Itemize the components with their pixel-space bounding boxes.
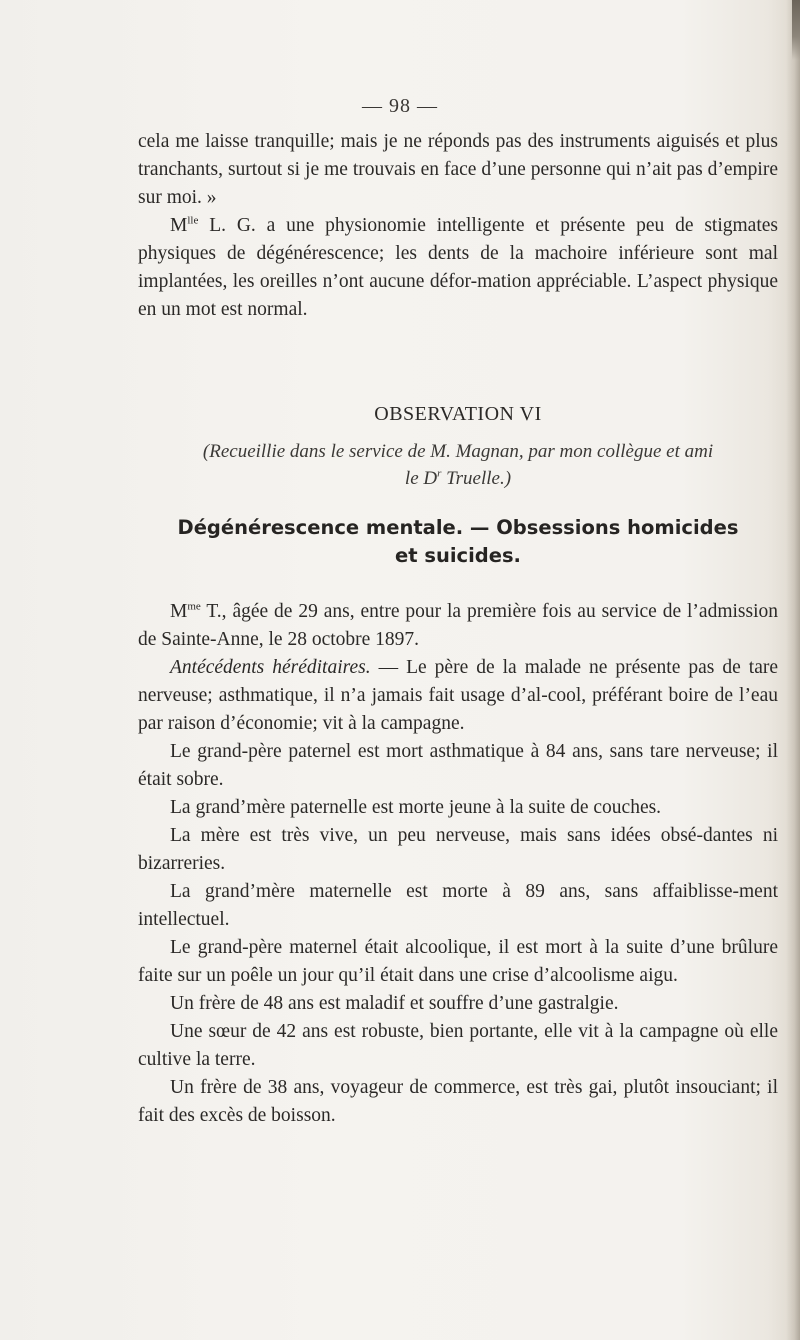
body-paragraph: La mère est très vive, un peu nerveuse, mais sans idées obsé-dantes ni bizarreries.	[138, 825, 778, 874]
intro-paragraph: cela me laisse tranquille; mais je ne réponds pas des instruments aiguisés et plus tranchants, surtout si je me trouvais en face d’une personne qui n’ait pas d’empire sur moi. »	[138, 131, 778, 208]
body-paragraph: La grand’mère paternelle est morte jeune à la suite de couches.	[170, 797, 662, 818]
antecedents-text: — Le père de la malade ne présente pas de tare nerveuse; asthmatique, il n’a jamais fait usage d’al-cool, préférant boire de l’eau par raison d’économie; vit à la campagne.	[138, 657, 778, 734]
mme-prefix: M	[170, 601, 188, 622]
page-edge-shadow	[786, 0, 800, 1340]
body-paragraph: Une sœur de 42 ans est robuste, bien portante, elle vit à la campagne où elle cultive la terre.	[138, 1021, 778, 1070]
mme-text: T., âgée de 29 ans, entre pour la première fois au service de l’admission de Sainte-Anne, le 28 octobre 1897.	[138, 601, 778, 650]
observation-subtitle	[150, 438, 766, 492]
section-heading-line2: et suicides.	[395, 544, 521, 567]
intro-block	[138, 128, 778, 324]
observation-body	[138, 598, 778, 1130]
subtitle-dr-sup: r	[437, 467, 442, 480]
body-paragraph: Un frère de 38 ans, voyageur de commerce, est très gai, plutôt insouciant; il fait des excès de boisson.	[138, 1077, 778, 1126]
section-heading-line1: Dégénérescence mentale. — Obsessions homicides	[177, 516, 739, 539]
observation-subtitle-line2	[150, 465, 766, 492]
page-edge-mark	[792, 0, 800, 60]
mlle-sup: lle	[187, 214, 199, 227]
page-number: — 98 —	[362, 95, 438, 117]
mlle-paragraph	[138, 212, 778, 324]
mlle-text: L. G. a une physionomie intelligente et présente peu de stigmates physiques de dégénérescence; les dents de la machoire inférieure sont mal implantées, les oreilles n’ont aucune défor-mation appréciable. L’aspect physique en un mot est normal.	[138, 215, 778, 320]
observation-title: OBSERVATION VI	[374, 403, 542, 425]
observation-subtitle-line1: (Recueillie dans le service de M. Magnan, par mon collègue et ami	[202, 441, 714, 462]
antecedents-label: Antécédents héréditaires.	[170, 657, 371, 678]
body-paragraph: Le grand-père maternel était alcoolique, il est mort à la suite d’une brûlure faite sur un poêle un jour qu’il était dans une crise d’alcoolisme aigu.	[138, 937, 778, 986]
mme-paragraph	[138, 598, 778, 654]
subtitle-dr-prefix: le D	[404, 468, 438, 489]
antecedents-paragraph	[138, 654, 778, 738]
body-paragraph: La grand’mère maternelle est morte à 89 ans, sans affaiblisse-ment intellectuel.	[138, 881, 778, 930]
mlle-prefix: M	[170, 215, 188, 236]
mme-sup: me	[187, 600, 201, 613]
section-heading	[138, 514, 778, 570]
subtitle-dr-rest: Truelle.)	[441, 468, 512, 489]
body-paragraph: Le grand-père paternel est mort asthmatique à 84 ans, sans tare nerveuse; il était sobre.	[138, 741, 778, 790]
body-paragraph: Un frère de 48 ans est maladif et souffre d’une gastralgie.	[170, 993, 619, 1014]
